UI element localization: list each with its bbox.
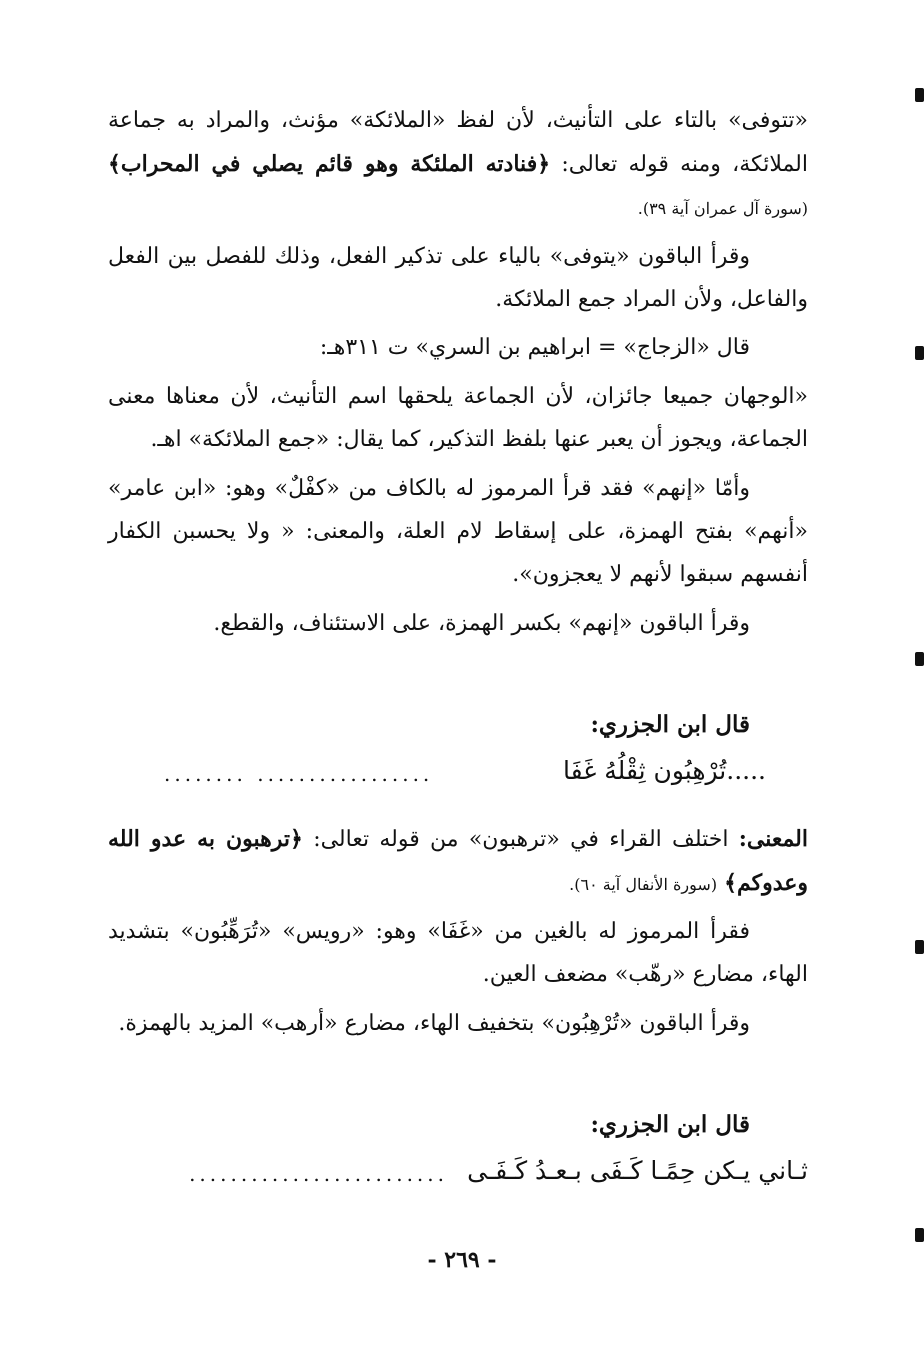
page-number: - ٢٦٩ -: [427, 1247, 497, 1273]
heading-ibn-jazari-2: قال ابن الجزري:: [590, 1111, 750, 1139]
verse-2-text: ثـاني يـكن حِمًـا كَـفَى بـعـدُ كَـفَـى: [467, 1156, 808, 1186]
paragraph-7: [108, 818, 808, 906]
binding-mark: [915, 1228, 924, 1242]
paragraph-9: وقرأ الباقون «تُرْهِبُون» بتخفيف الهاء، مضارع «أرهب» المزيد بالهمزة.: [118, 1011, 750, 1037]
quran-quote-2: ﴿ترهبون به عدو الله وعدوكم﴾: [108, 825, 808, 896]
heading-ibn-jazari-1: قال ابن الجزري:: [590, 710, 750, 738]
verse-1-dots: ................. ........: [164, 761, 434, 786]
verse-line-1: [108, 748, 808, 792]
verse-2-dots: .........................: [189, 1162, 448, 1187]
meaning-label: المعنى:: [738, 825, 808, 852]
surah-citation-2: (سورة الأنفال آية ٦٠).: [569, 874, 718, 894]
verse-1-text: .....تُرْهِبُون ثِقْلُهُ غَفَا: [562, 755, 766, 785]
binding-mark: [915, 88, 924, 102]
paragraph-1: [108, 100, 808, 230]
paragraph-2: وقرأ الباقون «يتوفى» بالياء على تذكير الفعل، وذلك للفصل بين الفعل والفاعل، ولأن المراد جمع الملائكة.: [108, 243, 808, 312]
surah-citation-1: (سورة آل عمران آية ٣٩).: [637, 198, 808, 218]
paragraph-8: فقرأ المرموز له بالغين من «غَفَا» وهو: «رويس» «تُرَهِّبُون» بتشديد الهاء، مضارع «رهّب» مضعف العين.: [108, 919, 808, 988]
paragraph-3: قال «الزجاج» = ابراهيم بن السري» ت ٣١١هـ:: [319, 335, 750, 361]
verse-line-2: [108, 1148, 808, 1192]
binding-mark: [915, 346, 924, 360]
paragraph-7-text: اختلف القراء في «ترهبون» من قوله تعالى:: [313, 826, 729, 852]
paragraph-4: «الوجهان جميعا جائزان، لأن الجماعة يلحقها اسم التأنيث، لأن معناها معنى الجماعة، ويجوز أن يعبر عنها بلفظ التذكير، كما يقال: «جمع الملائكة» اهـ.: [108, 384, 808, 453]
page-body: [108, 100, 808, 1192]
paragraph-1-text: «تتوفى» بالتاء على التأنيث، لأن لفظ «الملائكة» مؤنث، والمراد به جماعة الملائكة، ومنه قوله تعالى:: [108, 108, 808, 177]
quran-quote-1: ﴿فنادته الملئكة وهو قائم يصلي في المحراب﴾: [108, 150, 551, 177]
paragraph-5: وأمّا «إنهم» فقد قرأ المرموز له بالكاف من «كفْلٌ» وهو: «ابن عامر» «أنهم» بفتح الهمزة، على إسقاط لام العلة، والمعنى: « ولا يحسبن الكفار أنفسهم سبقوا لأنهم لا يعجزون».: [108, 476, 808, 587]
binding-mark: [915, 940, 924, 954]
paragraph-6: وقرأ الباقون «إنهم» بكسر الهمزة، على الاستئناف، والقطع.: [213, 610, 750, 636]
binding-mark: [915, 652, 924, 666]
